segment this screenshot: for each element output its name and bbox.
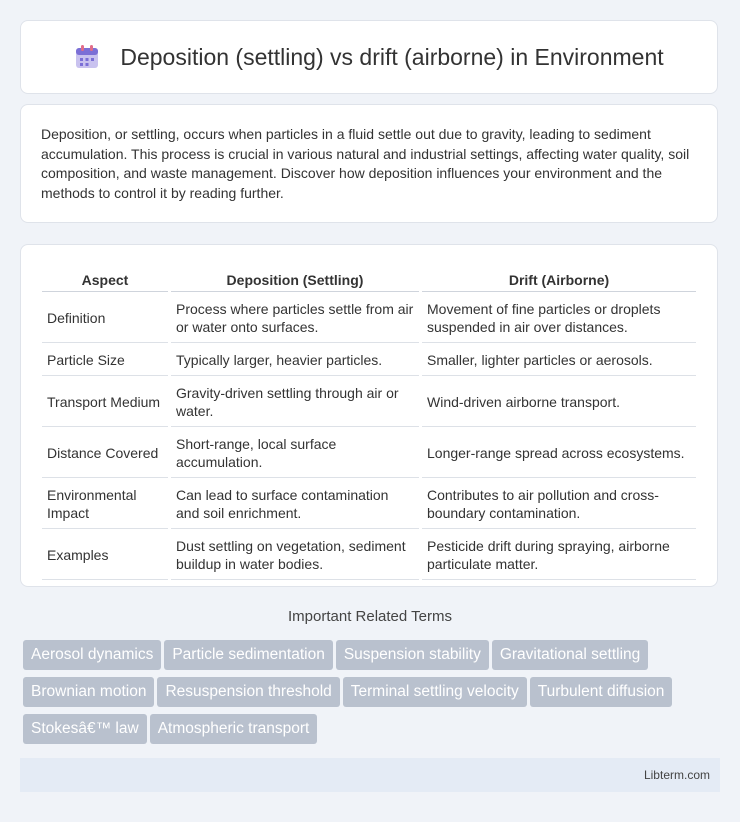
table-cell: Environmental Impact bbox=[42, 480, 168, 529]
related-term-tag[interactable]: Terminal settling velocity bbox=[343, 677, 527, 707]
table-row bbox=[42, 345, 696, 376]
table-cell: Pesticide drift during spraying, airborne particulate matter. bbox=[422, 531, 696, 580]
related-terms-title: Important Related Terms bbox=[288, 608, 452, 625]
table-cell: Movement of fine particles or droplets suspended in air over distances. bbox=[422, 294, 696, 343]
table-row bbox=[42, 378, 696, 427]
table-cell: Contributes to air pollution and cross-boundary contamination. bbox=[422, 480, 696, 529]
table-cell: Examples bbox=[42, 531, 168, 580]
related-term-tag[interactable]: Brownian motion bbox=[23, 677, 154, 707]
table-cell: Particle Size bbox=[42, 345, 168, 376]
related-term-tag[interactable]: Stokesâ€™ law bbox=[23, 714, 147, 744]
comparison-card bbox=[20, 244, 718, 587]
related-term-tag[interactable]: Particle sedimentation bbox=[164, 640, 333, 670]
table-row bbox=[42, 429, 696, 478]
table-cell: Wind-driven airborne transport. bbox=[422, 378, 696, 427]
header-aspect: Aspect bbox=[42, 267, 168, 292]
table-cell: Dust settling on vegetation, sediment buildup in water bodies. bbox=[171, 531, 419, 580]
related-term-tag[interactable]: Gravitational settling bbox=[492, 640, 648, 670]
table-cell: Definition bbox=[42, 294, 168, 343]
intro-text: Deposition, or settling, occurs when particles in a fluid settle out due to gravity, leading to sediment accumulation. This process is crucial in various natural and industrial settings, affecting water quality, soil composition, and waste management. Discover how deposition influences your environment and the methods to control it by reading further. bbox=[41, 126, 690, 201]
related-term-tag[interactable]: Resuspension threshold bbox=[157, 677, 339, 707]
related-term-tag[interactable]: Turbulent diffusion bbox=[530, 677, 673, 707]
table-cell: Transport Medium bbox=[42, 378, 168, 427]
table-cell: Smaller, lighter particles or aerosols. bbox=[422, 345, 696, 376]
related-terms-list bbox=[23, 640, 723, 751]
table-cell: Process where particles settle from air or water onto surfaces. bbox=[171, 294, 419, 343]
footer-site-link[interactable]: Libterm.com bbox=[643, 768, 710, 782]
table-cell: Longer-range spread across ecosystems. bbox=[422, 429, 696, 478]
table-cell: Gravity-driven settling through air or water. bbox=[171, 378, 419, 427]
comparison-table bbox=[39, 265, 699, 582]
table-header-row bbox=[42, 267, 696, 292]
related-term-tag[interactable]: Suspension stability bbox=[336, 640, 489, 670]
header-deposition: Deposition (Settling) bbox=[171, 267, 419, 292]
title-card bbox=[20, 20, 718, 94]
page-title: Deposition (settling) vs drift (airborne) in Environment bbox=[120, 43, 664, 70]
table-row bbox=[42, 294, 696, 343]
header-drift: Drift (Airborne) bbox=[422, 267, 696, 292]
related-term-tag[interactable]: Aerosol dynamics bbox=[23, 640, 161, 670]
calendar-icon bbox=[74, 44, 100, 70]
table-row bbox=[42, 480, 696, 529]
table-row bbox=[42, 531, 696, 580]
table-cell: Distance Covered bbox=[42, 429, 168, 478]
table-cell: Typically larger, heavier particles. bbox=[171, 345, 419, 376]
table-cell: Can lead to surface contamination and soil enrichment. bbox=[171, 480, 419, 529]
related-term-tag[interactable]: Atmospheric transport bbox=[150, 714, 318, 744]
table-cell: Short-range, local surface accumulation. bbox=[171, 429, 419, 478]
footer bbox=[20, 758, 720, 792]
intro-card bbox=[20, 104, 718, 223]
